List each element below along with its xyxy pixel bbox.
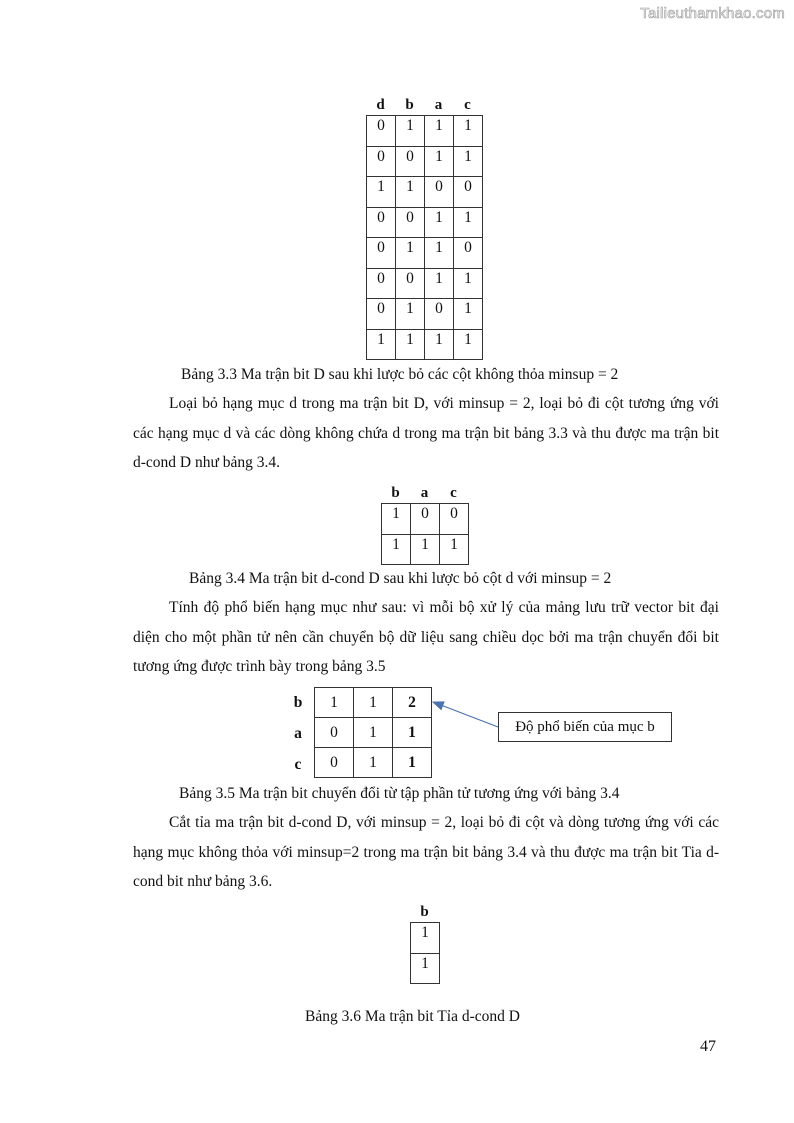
table-cell: 1 (396, 116, 425, 147)
table-cell: 0 (425, 299, 454, 330)
support-count-cell: 2 (393, 688, 432, 718)
table-cell: 1 (454, 208, 483, 238)
column-header: c (464, 97, 471, 113)
table-cell: 0 (454, 177, 483, 208)
table-cell: 1 (440, 535, 469, 565)
table-cell: 1 (454, 330, 483, 360)
table-cell: 0 (396, 269, 425, 299)
table-cell: 1 (425, 208, 454, 238)
table-cell: 1 (354, 688, 393, 718)
support-count-cell: 1 (393, 718, 432, 748)
table-cell: 0 (454, 238, 483, 269)
table-cell: 1 (454, 147, 483, 177)
table-cell: 1 (411, 954, 440, 984)
body-paragraph: Tính độ phổ biến hạng mục như sau: vì mỗi bộ xử lý của mảng lưu trữ vector bit đại diện cho một phần tử nên cần chuyển bộ dữ liệu sang chiều dọc bởi ma trận chuyển đổi bit tương ứng được trình bày trong bảng 3.5 (133, 599, 719, 675)
support-count-cell: 1 (393, 748, 432, 778)
column-header: b (420, 904, 429, 920)
table-cell: 1 (396, 330, 425, 360)
table-caption: Bảng 3.3 Ma trận bit D sau khi lược bỏ các cột không thỏa minsup = 2 (181, 366, 619, 383)
table-cell: 0 (425, 177, 454, 208)
body-paragraph: Cắt tỉa ma trận bit d-cond D, với minsup = 2, loại bỏ đi cột và dòng tương ứng với các hạng mục không thỏa với minsup=2 trong ma trận bit bảng 3.4 và thu được ma trận bit Tia d-cond bit như bảng 3.6. (133, 814, 719, 890)
watermark: Tailieuthamkhao.com (640, 5, 785, 22)
table-cell: 1 (454, 299, 483, 330)
body-paragraph: Loại bỏ hạng mục d trong ma trận bit D, với minsup = 2, loại bỏ đi cột tương ứng với các hạng mục d và các dòng không chứa d trong ma trận bit bảng 3.3 và thu được ma trận bit d-cond D như bảng 3.4. (133, 395, 719, 471)
table-cell: 0 (411, 504, 440, 535)
column-header: c (450, 485, 457, 501)
table-cell: 1 (425, 147, 454, 177)
table-cell: 1 (367, 330, 396, 360)
table-cell: 0 (367, 208, 396, 238)
table-cell: 0 (367, 238, 396, 269)
table-caption: Bảng 3.5 Ma trận bit chuyển đổi từ tập phần tử tương ứng với bảng 3.4 (179, 785, 620, 802)
column-header: a (420, 485, 429, 501)
table-cell: 0 (440, 504, 469, 535)
table-cell: 1 (454, 269, 483, 299)
pruned-bit-matrix (410, 922, 440, 984)
table-cell: 1 (454, 116, 483, 147)
table-cell: 1 (354, 748, 393, 778)
table-caption: Bảng 3.4 Ma trận bit d-cond D sau khi lược bỏ cột d với minsup = 2 (189, 570, 612, 587)
table-cell: 1 (411, 923, 440, 954)
table-row (411, 923, 440, 954)
table-cell: 1 (382, 535, 411, 565)
callout-box: Độ phổ biến của mục b (498, 712, 672, 742)
column-header: b (391, 485, 400, 501)
table-cell: 1 (411, 535, 440, 565)
table-cell: 0 (315, 748, 354, 778)
table-cell: 0 (367, 147, 396, 177)
table-cell: 0 (367, 269, 396, 299)
table-cell: 1 (382, 504, 411, 535)
table-cell: 1 (425, 330, 454, 360)
table-cell: 1 (425, 238, 454, 269)
row-label: c (294, 756, 302, 773)
table-cell: 1 (425, 116, 454, 147)
table-cell: 0 (367, 116, 396, 147)
column-header: b (405, 97, 414, 113)
row-label: a (294, 725, 302, 742)
table-cell: 1 (367, 177, 396, 208)
table-cell: 1 (396, 238, 425, 269)
table-cell: 0 (396, 147, 425, 177)
table-cell: 1 (354, 718, 393, 748)
table-row (411, 954, 440, 984)
table-cell: 0 (367, 299, 396, 330)
table-cell: 1 (425, 269, 454, 299)
table-cell: 1 (396, 299, 425, 330)
table-cell: 0 (396, 208, 425, 238)
column-header: a (434, 97, 443, 113)
table-cell: 0 (315, 718, 354, 748)
page-number: 47 (700, 1038, 716, 1055)
table-caption: Bảng 3.6 Ma trận bit Tỉa d-cond D (305, 1008, 520, 1025)
row-label: b (293, 694, 303, 711)
table-cell: 1 (315, 688, 354, 718)
column-header: d (376, 97, 385, 113)
table-cell: 1 (396, 177, 425, 208)
